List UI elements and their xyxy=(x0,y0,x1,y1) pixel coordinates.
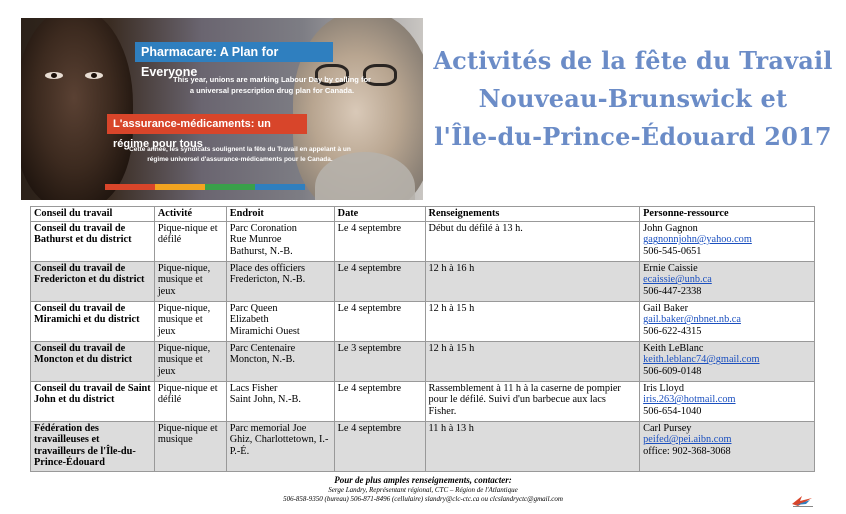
council-cell: Conseil du travail de Fredericton et du district xyxy=(31,261,155,301)
banner-color-bar xyxy=(105,184,305,190)
contact-cell xyxy=(640,381,815,421)
place-line: Miramichi Ouest xyxy=(229,325,300,337)
banner-en-subtitle: This year, unions are marking Labour Day by calling for a universal prescription drug plan for Canada. xyxy=(173,75,371,95)
banner-fr-subtitle: Cette année, les syndicats soulignent la fête du Travail en appelant à un régime universel d'assurance-médicaments pour le Canada. xyxy=(129,146,351,163)
contact-cell xyxy=(640,301,815,341)
contact-phone: 506-609-0148 xyxy=(643,365,702,377)
place-cell xyxy=(226,301,334,341)
banner-en-title: Pharmacare: A Plan for Everyone xyxy=(135,42,333,62)
table-row xyxy=(31,341,815,381)
info-cell: 12 h à 15 h xyxy=(425,301,640,341)
place-line: Place des officiers xyxy=(229,262,306,274)
place-line: Saint John, N.-B. xyxy=(229,394,301,406)
contact-phone: 506-622-4315 xyxy=(643,325,702,337)
contact-cell xyxy=(640,341,815,381)
activity-cell: Pique-nique et défilé xyxy=(154,381,226,421)
pharmacare-banner xyxy=(21,18,423,200)
contact-phone: 506-654-1040 xyxy=(643,405,702,417)
footer-representative: Serge Landry, Représentant régional, CTC – Région de l'Atlantique xyxy=(328,486,518,494)
contact-name: Ernie Caissie xyxy=(643,262,698,274)
activity-cell: Pique-nique et musique xyxy=(154,421,226,471)
activity-cell: Pique-nique, musique et jeux xyxy=(154,341,226,381)
events-table xyxy=(30,206,815,472)
place-line: Parc Centenaire xyxy=(229,342,296,354)
council-cell: Conseil du travail de Miramichi et du district xyxy=(31,301,155,341)
council-cell: Conseil du travail de Bathurst et du district xyxy=(31,221,155,261)
table-row xyxy=(31,221,815,261)
contact-name: Gail Baker xyxy=(643,302,688,314)
date-cell: Le 4 septembre xyxy=(334,301,425,341)
table-row xyxy=(31,421,815,471)
contact-footer xyxy=(240,475,606,504)
date-cell: Le 4 septembre xyxy=(334,381,425,421)
contact-email-link[interactable]: ecaissie@unb.ca xyxy=(643,274,712,286)
place-line: Lacs Fisher xyxy=(229,382,278,394)
contact-phone: office: 902-368-3068 xyxy=(643,445,731,457)
place-cell xyxy=(226,381,334,421)
info-cell: 11 h à 13 h xyxy=(425,421,640,471)
activity-cell: Pique-nique et défilé xyxy=(154,221,226,261)
contact-cell xyxy=(640,221,815,261)
activity-cell: Pique-nique, musique et jeux xyxy=(154,301,226,341)
contact-email-link[interactable]: keith.leblanc74@gmail.com xyxy=(643,354,760,366)
page-title-line1: Activités de la fête du Travail xyxy=(433,46,833,75)
date-cell: Le 4 septembre xyxy=(334,261,425,301)
banner-fr-title: L'assurance-médicaments: un régime pour tous xyxy=(107,114,307,134)
header-place: Endroit xyxy=(226,207,334,222)
contact-phone: 506-545-0651 xyxy=(643,245,702,257)
header-info: Renseignements xyxy=(425,207,640,222)
activity-cell: Pique-nique, musique et jeux xyxy=(154,261,226,301)
contact-name: John Gagnon xyxy=(643,222,698,234)
council-cell: Conseil du travail de Saint John et du district xyxy=(31,381,155,421)
contact-email-link[interactable]: iris.263@hotmail.com xyxy=(643,394,736,406)
contact-email-link[interactable]: gail.baker@nbnet.nb.ca xyxy=(643,314,741,326)
eye-icon xyxy=(85,72,103,79)
page-title-line3: l'Île-du-Prince-Édouard 2017 xyxy=(434,122,832,151)
date-cell: Le 4 septembre xyxy=(334,421,425,471)
footer-heading: Pour de plus amples renseignements, contacter: xyxy=(334,475,512,485)
table-row xyxy=(31,261,815,301)
header-contact: Personne-ressource xyxy=(640,207,815,222)
portrait-young-man xyxy=(21,18,133,200)
place-cell xyxy=(226,341,334,381)
place-line: Parc memorial Joe Ghiz, Charlottetown, I.-P.-É. xyxy=(229,422,329,457)
contact-email-link[interactable]: peifed@pei.aibn.com xyxy=(643,434,732,446)
place-line: Bathurst, N.-B. xyxy=(229,245,293,257)
place-line: Rue Munroe xyxy=(229,234,282,246)
table-header-row xyxy=(31,207,815,222)
header-council: Conseil du travail xyxy=(31,207,155,222)
contact-cell xyxy=(640,421,815,471)
clc-ctc-logo-icon xyxy=(790,494,816,508)
date-cell: Le 3 septembre xyxy=(334,341,425,381)
place-line: Parc Queen xyxy=(229,302,278,314)
eye-icon xyxy=(45,72,63,79)
place-cell xyxy=(226,221,334,261)
contact-cell xyxy=(640,261,815,301)
contact-name: Iris Lloyd xyxy=(643,382,685,394)
info-cell: Début du défilé à 13 h. xyxy=(425,221,640,261)
contact-phone: 506-447-2338 xyxy=(643,285,702,297)
table-row xyxy=(31,381,815,421)
footer-phone-email: 506-858-9350 (bureau) 506-871-8496 (cellulaire) slandry@clc-ctc.ca ou clcslandryctc@gmail.com xyxy=(283,495,563,503)
info-cell: 12 h à 16 h xyxy=(425,261,640,301)
info-cell: 12 h à 15 h xyxy=(425,341,640,381)
contact-name: Carl Pursey xyxy=(643,422,692,434)
date-cell: Le 4 septembre xyxy=(334,221,425,261)
header-date: Date xyxy=(334,207,425,222)
header-activity: Activité xyxy=(154,207,226,222)
place-line: Moncton, N.-B. xyxy=(229,354,295,366)
place-cell xyxy=(226,421,334,471)
contact-name: Keith LeBlanc xyxy=(643,342,704,354)
page-title-line2: Nouveau-Brunswick et xyxy=(478,84,788,113)
info-cell: Rassemblement à 11 h à la caserne de pompier pour le défilé. Suivi d'un barbecue aux lacs Fisher. xyxy=(425,381,640,421)
place-cell xyxy=(226,261,334,301)
table-row xyxy=(31,301,815,341)
place-line: Elizabeth xyxy=(229,314,269,326)
place-line: Parc Coronation xyxy=(229,222,297,234)
page-title xyxy=(428,42,838,156)
place-line: Fredericton, N.-B. xyxy=(229,274,306,286)
council-cell: Conseil du travail de Moncton et du district xyxy=(31,341,155,381)
council-cell: Fédération des travailleuses et travailleurs de l'Île-du-Prince-Édouard xyxy=(31,421,155,471)
contact-email-link[interactable]: gagnonnjohn@yahoo.com xyxy=(643,234,752,246)
